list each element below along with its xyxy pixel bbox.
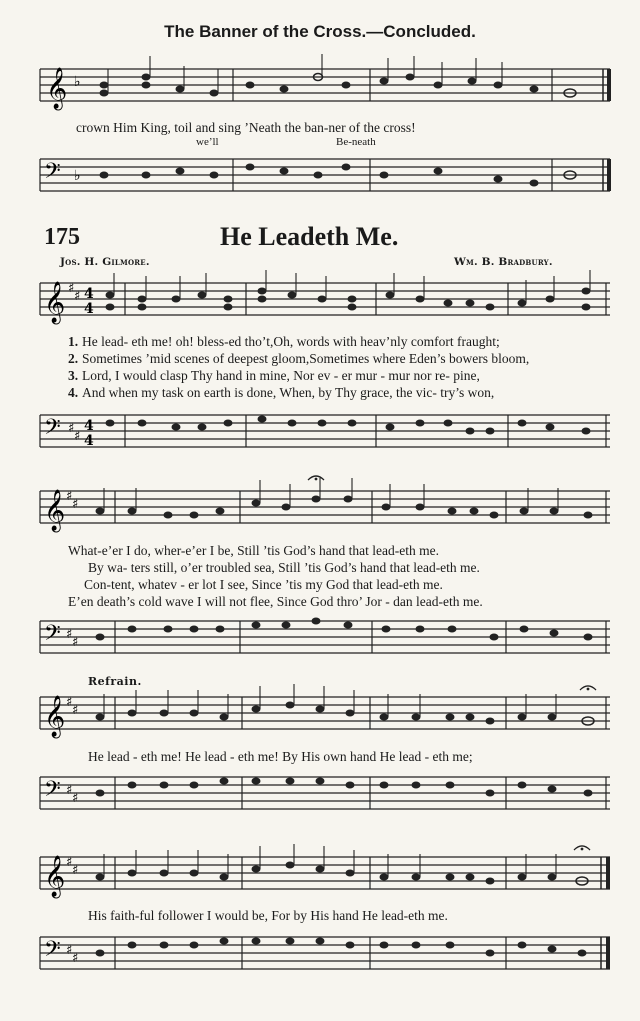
verse-1-line-2: What-e’er I do, wher-e’er I be, Still ’tis God’s hand that lead-eth me. <box>68 543 439 558</box>
svg-text:♯: ♯ <box>68 281 75 296</box>
hymn-title: He Leadeth Me. <box>220 222 399 251</box>
svg-text:♯: ♯ <box>66 489 73 504</box>
hymn-number: 175 <box>44 224 80 250</box>
svg-text:♯: ♯ <box>66 695 73 710</box>
refrain-line-2: His faith-ful follower I would be, For by His hand He lead-eth me. <box>88 908 448 923</box>
svg-text:𝄞: 𝄞 <box>44 490 66 531</box>
staff-system1-bass <box>0 410 640 460</box>
svg-text:♯: ♯ <box>72 791 79 806</box>
staff-system1-treble <box>0 278 640 328</box>
svg-text:𝄞: 𝄞 <box>44 282 66 323</box>
verse-3-line-2: Con-tent, whatev - er lot I see, Since ’tis my God that lead-eth me. <box>84 577 443 592</box>
staff-system4-treble <box>0 852 640 902</box>
continued-bass-word-2: Be-neath <box>336 136 376 148</box>
verse-2-line-2: By wa- ters still, o’er troubled sea, Still ’tis God’s hand that lead-eth me. <box>88 560 480 575</box>
svg-text:𝄞: 𝄞 <box>44 696 66 737</box>
author-credit: Jos. H. Gilmore. <box>60 256 150 268</box>
svg-text:♭: ♭ <box>74 168 81 184</box>
verse-2-line-1: 2. Sometimes ’mid scenes of deepest gloom,Sometimes where Eden’s bowers bloom, <box>68 351 530 366</box>
refrain-line-1: He lead - eth me! He lead - eth me! By His own hand He lead - eth me; <box>88 749 473 764</box>
svg-text:𝄢: 𝄢 <box>44 937 61 967</box>
svg-text:♯: ♯ <box>66 783 73 798</box>
svg-text:♯: ♯ <box>74 289 81 304</box>
svg-text:♯: ♯ <box>72 703 79 718</box>
svg-text:4: 4 <box>84 433 94 449</box>
verse-4-line-1: 4. And when my task on earth is done, When, by Thy grace, the vic- try’s won, <box>68 385 495 400</box>
svg-text:♯: ♯ <box>66 943 73 958</box>
svg-text:♯: ♯ <box>72 635 79 650</box>
svg-text:𝄢: 𝄢 <box>44 777 61 807</box>
svg-text:♭: ♭ <box>74 74 81 90</box>
svg-text:𝄢: 𝄢 <box>44 159 61 189</box>
verse-4-line-2: E’en death’s cold wave I will not flee, Since God thro’ Jor - dan lead-eth me. <box>68 594 483 609</box>
verse-3-line-1: 3. Lord, I would clasp Thy hand in mine, Nor ev - er mur - mur nor re- pine, <box>68 368 480 383</box>
svg-text:♯: ♯ <box>74 429 81 444</box>
composer-credit: Wm. B. Bradbury. <box>454 256 553 268</box>
svg-text:♯: ♯ <box>72 497 79 512</box>
svg-text:𝄢: 𝄢 <box>44 415 61 445</box>
svg-text:4: 4 <box>84 418 94 434</box>
svg-text:𝄞: 𝄞 <box>44 856 66 897</box>
svg-text:♯: ♯ <box>72 863 79 878</box>
svg-text:𝄢: 𝄢 <box>44 621 61 651</box>
staff-system2-bass <box>0 616 640 666</box>
staff-system3-bass <box>0 772 640 822</box>
staff-continued-treble <box>0 64 640 114</box>
staff-system3-treble <box>0 692 640 742</box>
refrain-label: Refrain. <box>88 675 142 688</box>
continued-lyric-line: crown Him King, toil and sing ’Neath the ban-ner of the cross! <box>76 120 416 135</box>
staff-system4-bass <box>0 932 640 982</box>
svg-text:4: 4 <box>84 286 94 302</box>
svg-text:𝄞: 𝄞 <box>46 68 68 109</box>
svg-text:♯: ♯ <box>66 627 73 642</box>
svg-text:♯: ♯ <box>72 951 79 966</box>
continued-header: The Banner of the Cross.—Concluded. <box>164 22 476 41</box>
svg-text:♯: ♯ <box>68 421 75 436</box>
staff-system2-treble <box>0 486 640 536</box>
verse-1-line-1: 1. He lead- eth me! oh! bless-ed tho’t,Oh, words with heav’nly comfort fraught; <box>68 334 500 349</box>
svg-text:♯: ♯ <box>66 855 73 870</box>
continued-bass-word-1: we’ll <box>196 136 219 148</box>
svg-text:4: 4 <box>84 301 94 317</box>
staff-continued-bass <box>0 154 640 204</box>
